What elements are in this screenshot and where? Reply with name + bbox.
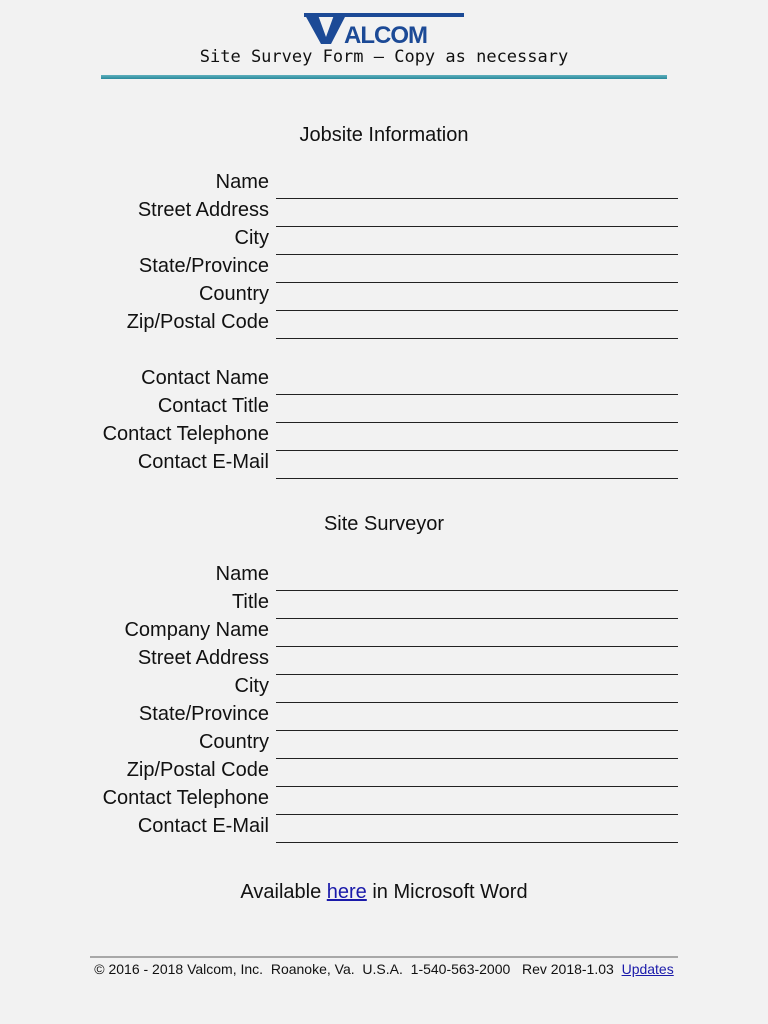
surveyor-phone-row	[0, 787, 768, 815]
field-label: Contact Name	[141, 367, 269, 389]
svg-text:ALCOM: ALCOM	[344, 22, 427, 45]
field-label: Contact E-Mail	[137, 815, 269, 837]
surveyor-state-row	[0, 703, 768, 731]
field-label: State/Province	[138, 703, 269, 725]
form-subtitle: Site Survey Form – Copy as necessary	[199, 47, 569, 67]
field-label: City	[234, 227, 269, 249]
field-label: Street Address	[137, 647, 269, 669]
jobsite-section-title: Jobsite Information	[299, 124, 469, 146]
surveyor-company-row	[0, 619, 768, 647]
surveyor-title-row	[0, 591, 768, 619]
surveyor-zip-row	[0, 759, 768, 787]
surveyor-street-row	[0, 647, 768, 675]
field-label: State/Province	[138, 255, 269, 277]
field-label: Country	[198, 283, 269, 305]
field-label: Contact Title	[157, 395, 269, 417]
updates-link[interactable]: Updates	[621, 961, 674, 977]
field-label: Zip/Postal Code	[126, 759, 269, 781]
jobsite-zip-field[interactable]	[276, 338, 678, 339]
header-divider	[101, 75, 667, 79]
field-label: Name	[215, 171, 269, 193]
jobsite-contact-email-row	[0, 451, 768, 479]
jobsite-zip-row	[0, 311, 768, 339]
surveyor-country-row	[0, 731, 768, 759]
field-label: Name	[215, 563, 269, 585]
field-label: Title	[231, 591, 269, 613]
surveyor-email-field[interactable]	[276, 842, 678, 843]
word-download-link[interactable]: here	[326, 881, 367, 903]
surveyor-city-row	[0, 675, 768, 703]
field-label: Contact E-Mail	[137, 451, 269, 473]
field-label: Company Name	[124, 619, 269, 641]
available-note	[0, 881, 768, 904]
available-suffix: in Microsoft Word	[366, 881, 528, 903]
jobsite-name-row	[0, 171, 768, 199]
footer-copyright: © 2016 - 2018 Valcom, Inc. Roanoke, Va. U.S.A. 1-540-563-2000 Rev 2018-1.03	[94, 961, 622, 977]
field-label: Contact Telephone	[102, 787, 269, 809]
surveyor-name-row	[0, 563, 768, 591]
available-prefix: Available	[240, 881, 327, 903]
jobsite-country-row	[0, 283, 768, 311]
jobsite-contact-title-row	[0, 395, 768, 423]
footer	[0, 961, 768, 977]
jobsite-contact-email-field[interactable]	[276, 478, 678, 479]
field-label: City	[234, 675, 269, 697]
field-label: Street Address	[137, 199, 269, 221]
footer-divider	[90, 956, 678, 958]
jobsite-contact-phone-row	[0, 423, 768, 451]
surveyor-email-row	[0, 815, 768, 843]
field-label: Zip/Postal Code	[126, 311, 269, 333]
jobsite-street-row	[0, 199, 768, 227]
jobsite-state-row	[0, 255, 768, 283]
jobsite-contact-name-row	[0, 367, 768, 395]
jobsite-city-row	[0, 227, 768, 255]
field-label: Contact Telephone	[102, 423, 269, 445]
valcom-logo	[304, 13, 464, 45]
field-label: Country	[198, 731, 269, 753]
surveyor-section-title: Site Surveyor	[323, 513, 445, 535]
